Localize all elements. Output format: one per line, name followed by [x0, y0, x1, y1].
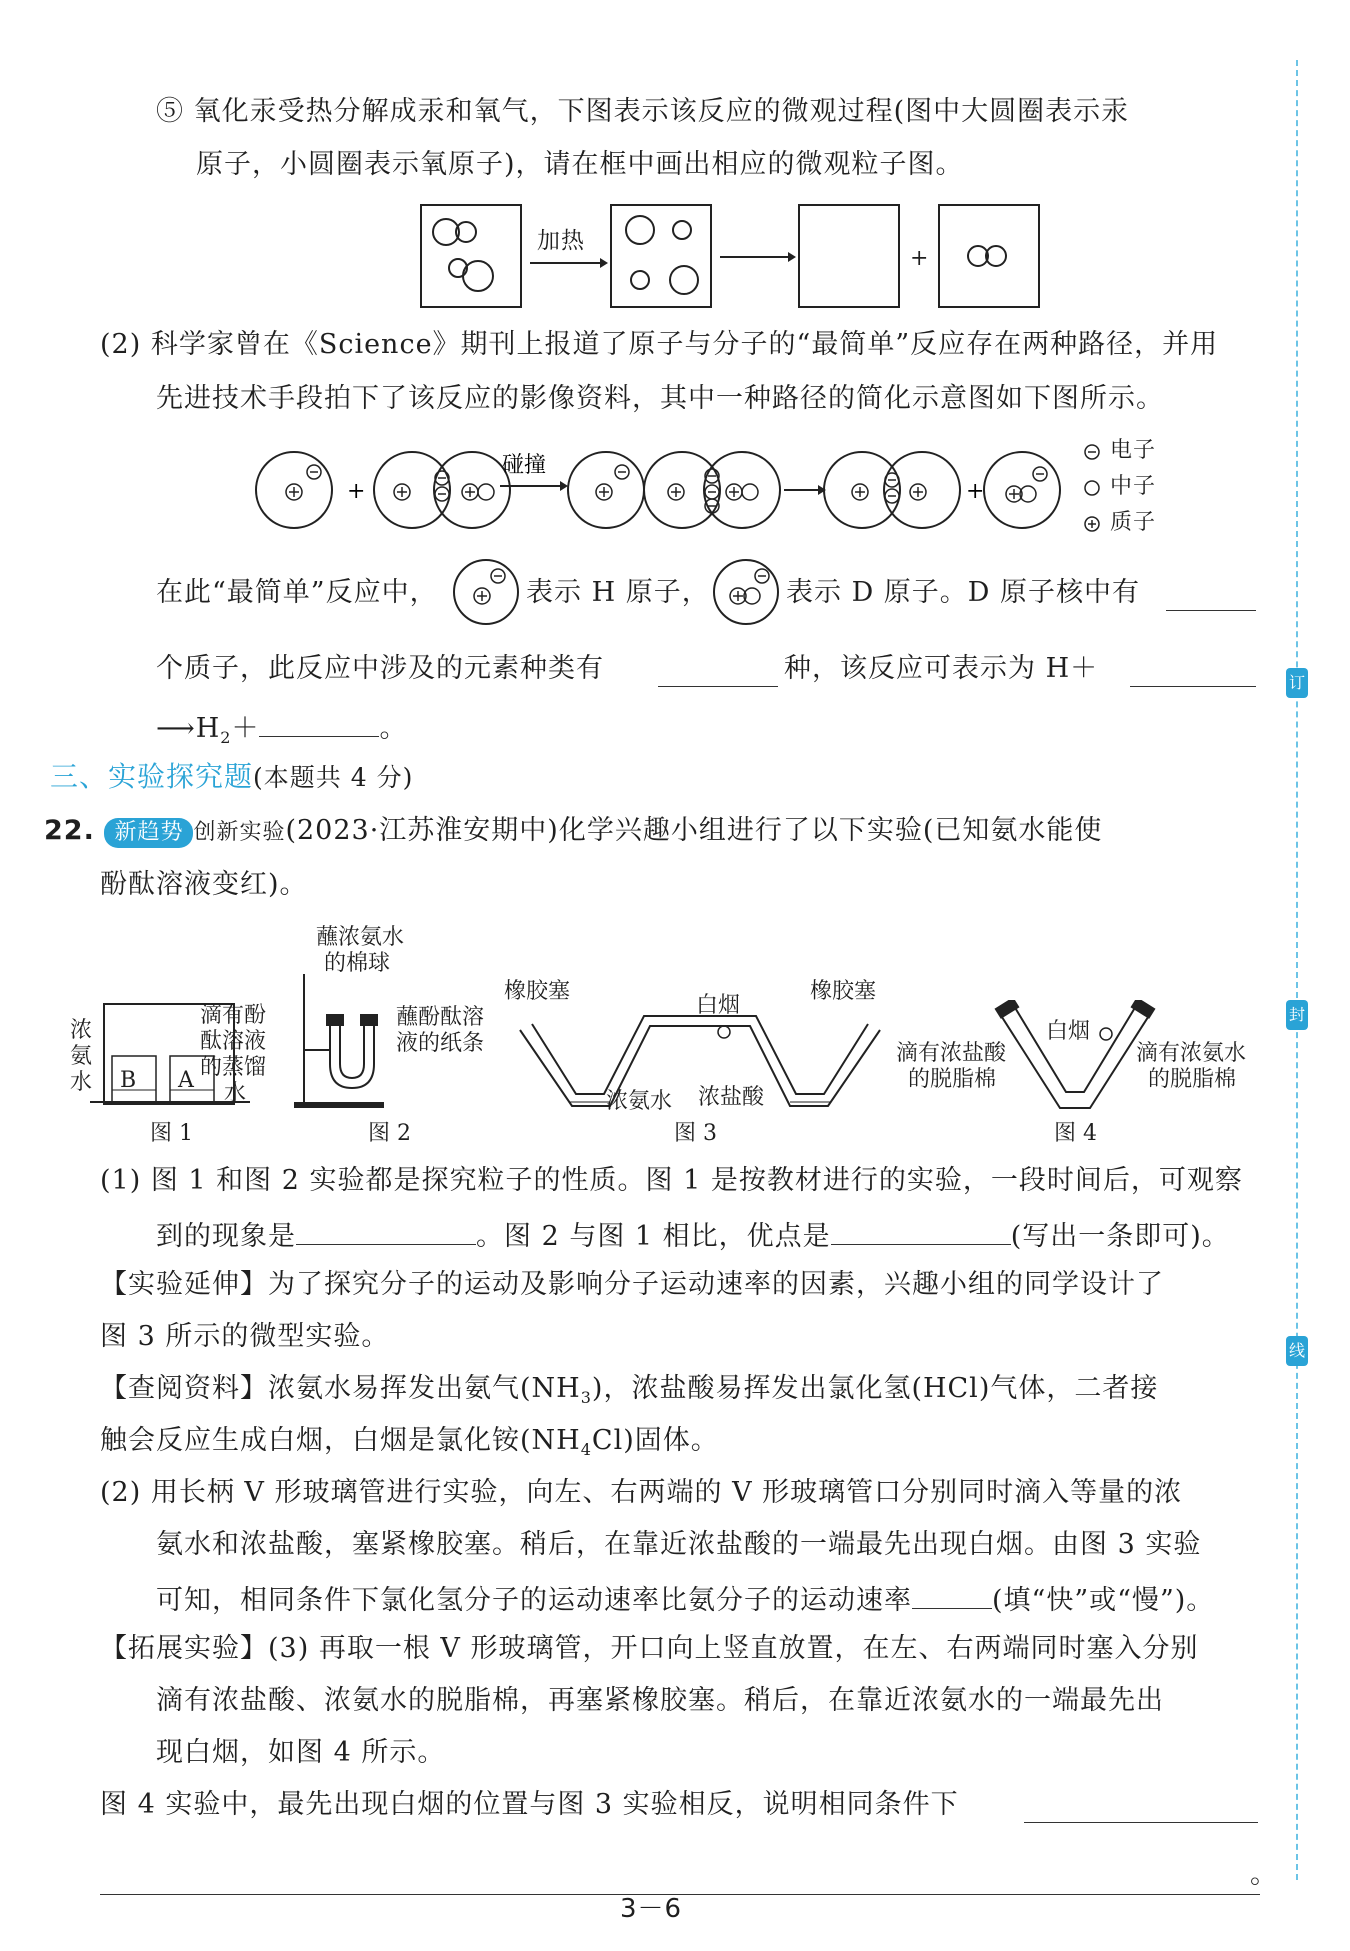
h-atom: [256, 452, 332, 528]
fig4-left1: 滴有浓盐酸: [896, 1041, 1007, 1066]
q22-s1-line2: 到的现象是 。图 2 与图 1 相比，优点是 (写出一条即可)。: [156, 1214, 1230, 1256]
svg-text:+: +: [347, 479, 366, 504]
answer-box-mercury[interactable]: [798, 204, 900, 308]
q22-ref-line2: 触会反应生成白烟，白烟是氯化铵$(NH_4Cl)$固体。: [100, 1425, 719, 1459]
blank-phenomenon[interactable]: [296, 1214, 476, 1245]
q2-line3c: 表示 D 原子。D 原子核中有: [786, 577, 1141, 608]
q2-line4a: 个质子，此反应中涉及的元素种类有: [156, 653, 604, 684]
fig3-caption: 图 3: [674, 1121, 717, 1146]
fig4-smoke: 白烟: [1046, 1019, 1091, 1044]
page-number: 3－6: [620, 1894, 683, 1924]
fig2-top1: 蘸浓氨水: [316, 925, 405, 950]
fig2-top2: 的棉球: [324, 951, 391, 976]
fig1-caption: 图 1: [150, 1121, 193, 1146]
plus-sign: +: [910, 246, 930, 271]
fig3-hcl: 浓盐酸: [698, 1085, 765, 1110]
fig1-a: A: [178, 1068, 194, 1093]
blank-advantage[interactable]: [831, 1214, 1011, 1245]
q2-line4b: 种，该反应可表示为 H＋: [784, 653, 1099, 684]
blank-conclusion-1[interactable]: [1024, 1792, 1258, 1823]
badge-new-trend: 新趋势: [104, 818, 193, 848]
blank-speed[interactable]: [912, 1578, 992, 1609]
q2-line3a: 在此“最简单”反应中，: [156, 577, 438, 608]
section3-heading: 三、实验探究题(本题共 4 分): [50, 760, 414, 793]
fig3-ammonia: 浓氨水: [606, 1089, 673, 1114]
h-d2-reaction-diagram: [250, 436, 1190, 546]
neutron-icon: [1082, 478, 1102, 498]
h-atom-icon: [446, 556, 528, 628]
fig4-left2: 的脱脂棉: [908, 1067, 997, 1092]
fig1-right4: 水: [224, 1081, 247, 1106]
fig2-right2: 液的纸条: [396, 1031, 485, 1056]
svg-text:碰撞: 碰撞: [502, 453, 547, 478]
q22-s3-end: 。: [1250, 1859, 1278, 1890]
fig1-right1: 滴有酚: [200, 1003, 267, 1028]
fig4-caption: 图 4: [1054, 1121, 1097, 1146]
legend-proton: 质子: [1110, 510, 1157, 535]
q22-ref-line1: 【查阅资料】浓氨水易挥发出氨气$(NH_3)$，浓盐酸易挥发出氯化氢(HCl)气体，二者接: [100, 1373, 1159, 1407]
sidebar-tag-ding: 订: [1286, 668, 1308, 698]
d-atom-icon: [706, 556, 788, 628]
proton-icon: [1082, 514, 1102, 534]
arrow-icon: [718, 250, 798, 264]
q22-s1-line1: (1) 图 1 和图 2 实验都是探究粒子的性质。图 1 是按教材进行的实验，一段时间后，可观察: [100, 1165, 1243, 1196]
h-atom-2: [568, 452, 644, 528]
svg-text:+: +: [966, 479, 985, 504]
q22-s3-line2: 滴有浓盐酸、浓氨水的脱脂棉，再塞紧橡胶塞。稍后，在靠近浓氨水的一端最先出: [156, 1685, 1164, 1716]
fig1-left-label: 浓氨水: [70, 1018, 93, 1095]
blank-reactant[interactable]: [1130, 656, 1256, 687]
badge-innovation: 创新实验: [193, 820, 286, 845]
q22-ext-line2: 图 3 所示的微型实验。: [100, 1321, 390, 1352]
q2-line1: (2) 科学家曾在《Science》期刊上报道了原子与分子的“最简单”反应存在两种路径，并用: [100, 329, 1219, 360]
q22-ext-line1: 【实验延伸】为了探究分子的运动及影响分子运动速率的因素，兴趣小组的同学设计了: [100, 1269, 1164, 1300]
fig3-stopper-right: 橡胶塞: [810, 979, 877, 1004]
d2-molecule: [374, 452, 510, 528]
q22-s3-line1: 【拓展实验】(3) 再取一根 V 形玻璃管，开口向上竖直放置，在左、右两端同时塞入分别: [100, 1633, 1199, 1664]
legend-neutron: 中子: [1110, 474, 1157, 499]
legend-electron: 电子: [1110, 438, 1157, 463]
arrow-icon: [528, 256, 610, 270]
box-hgo: [420, 204, 522, 308]
q22-intro2: 酚酞溶液变红)。: [100, 869, 308, 900]
q2-line2: 先进技术手段拍下了该反应的影像资料，其中一种路径的简化示意图如下图所示。: [156, 383, 1164, 414]
electron-icon: [1082, 442, 1102, 462]
q22-s2-line3: 可知，相同条件下氯化氢分子的运动速率比氨分子的运动速率 (填“快”或“慢”)。: [156, 1578, 1214, 1620]
box-o2: [938, 204, 1040, 308]
d2-molecule-2: [644, 452, 780, 528]
binding-dashed-line: [1296, 60, 1298, 1880]
fig2-right1: 蘸酚酞溶: [396, 1005, 485, 1030]
d-atom: [984, 452, 1060, 528]
hd-molecule: [824, 452, 960, 528]
q22-s3-line3: 现白烟，如图 4 所示。: [156, 1737, 446, 1768]
fig2-caption: 图 2: [368, 1121, 411, 1146]
blank-proton-count[interactable]: [1166, 580, 1256, 611]
q22-s2-line2: 氨水和浓盐酸，塞紧橡胶塞。稍后，在靠近浓盐酸的一端最先出现白烟。由图 3 实验: [156, 1529, 1202, 1560]
blank-element-count[interactable]: [658, 656, 778, 687]
fig3-smoke: 白烟: [696, 993, 741, 1018]
p5-line2: 原子，小圆圈表示氧原子)，请在框中画出相应的微观粒子图。: [196, 149, 964, 180]
q22-intro: 22. 新趋势 创新实验(2023·江苏淮安期中)化学兴趣小组进行了以下实验(已知氨水能使: [44, 815, 1103, 846]
q22-s2-line1: (2) 用长柄 V 形玻璃管进行实验，向左、右两端的 V 形玻璃管口分别同时滴入等量的浓: [100, 1477, 1183, 1508]
heat-label: 加热: [537, 228, 585, 254]
fig1-b: B: [120, 1068, 137, 1093]
fig3-stopper-left: 橡胶塞: [504, 979, 571, 1004]
p5-line1: ⑤ 氧化汞受热分解成汞和氧气，下图表示该反应的微观过程(图中大圆圈表示汞: [156, 96, 1130, 127]
sidebar-tag-xian: 线: [1286, 1336, 1308, 1366]
fig4-right1: 滴有浓氨水: [1136, 1041, 1247, 1066]
q2-line5: $⟶H_2+$ 。: [156, 706, 407, 751]
box-atoms: [610, 204, 712, 308]
blank-product[interactable]: [259, 706, 379, 737]
fig4-right2: 的脱脂棉: [1148, 1067, 1237, 1092]
q22-s3-line4: 图 4 实验中，最先出现白烟的位置与图 3 实验相反，说明相同条件下: [100, 1789, 959, 1820]
fig1-right3: 的蒸馏: [200, 1055, 267, 1080]
q2-line3b: 表示 H 原子，: [526, 577, 710, 608]
sidebar-tag-feng: 封: [1286, 1000, 1308, 1030]
figure-2-u-tube: [290, 964, 410, 1114]
fig1-right2: 酞溶液: [200, 1029, 267, 1054]
